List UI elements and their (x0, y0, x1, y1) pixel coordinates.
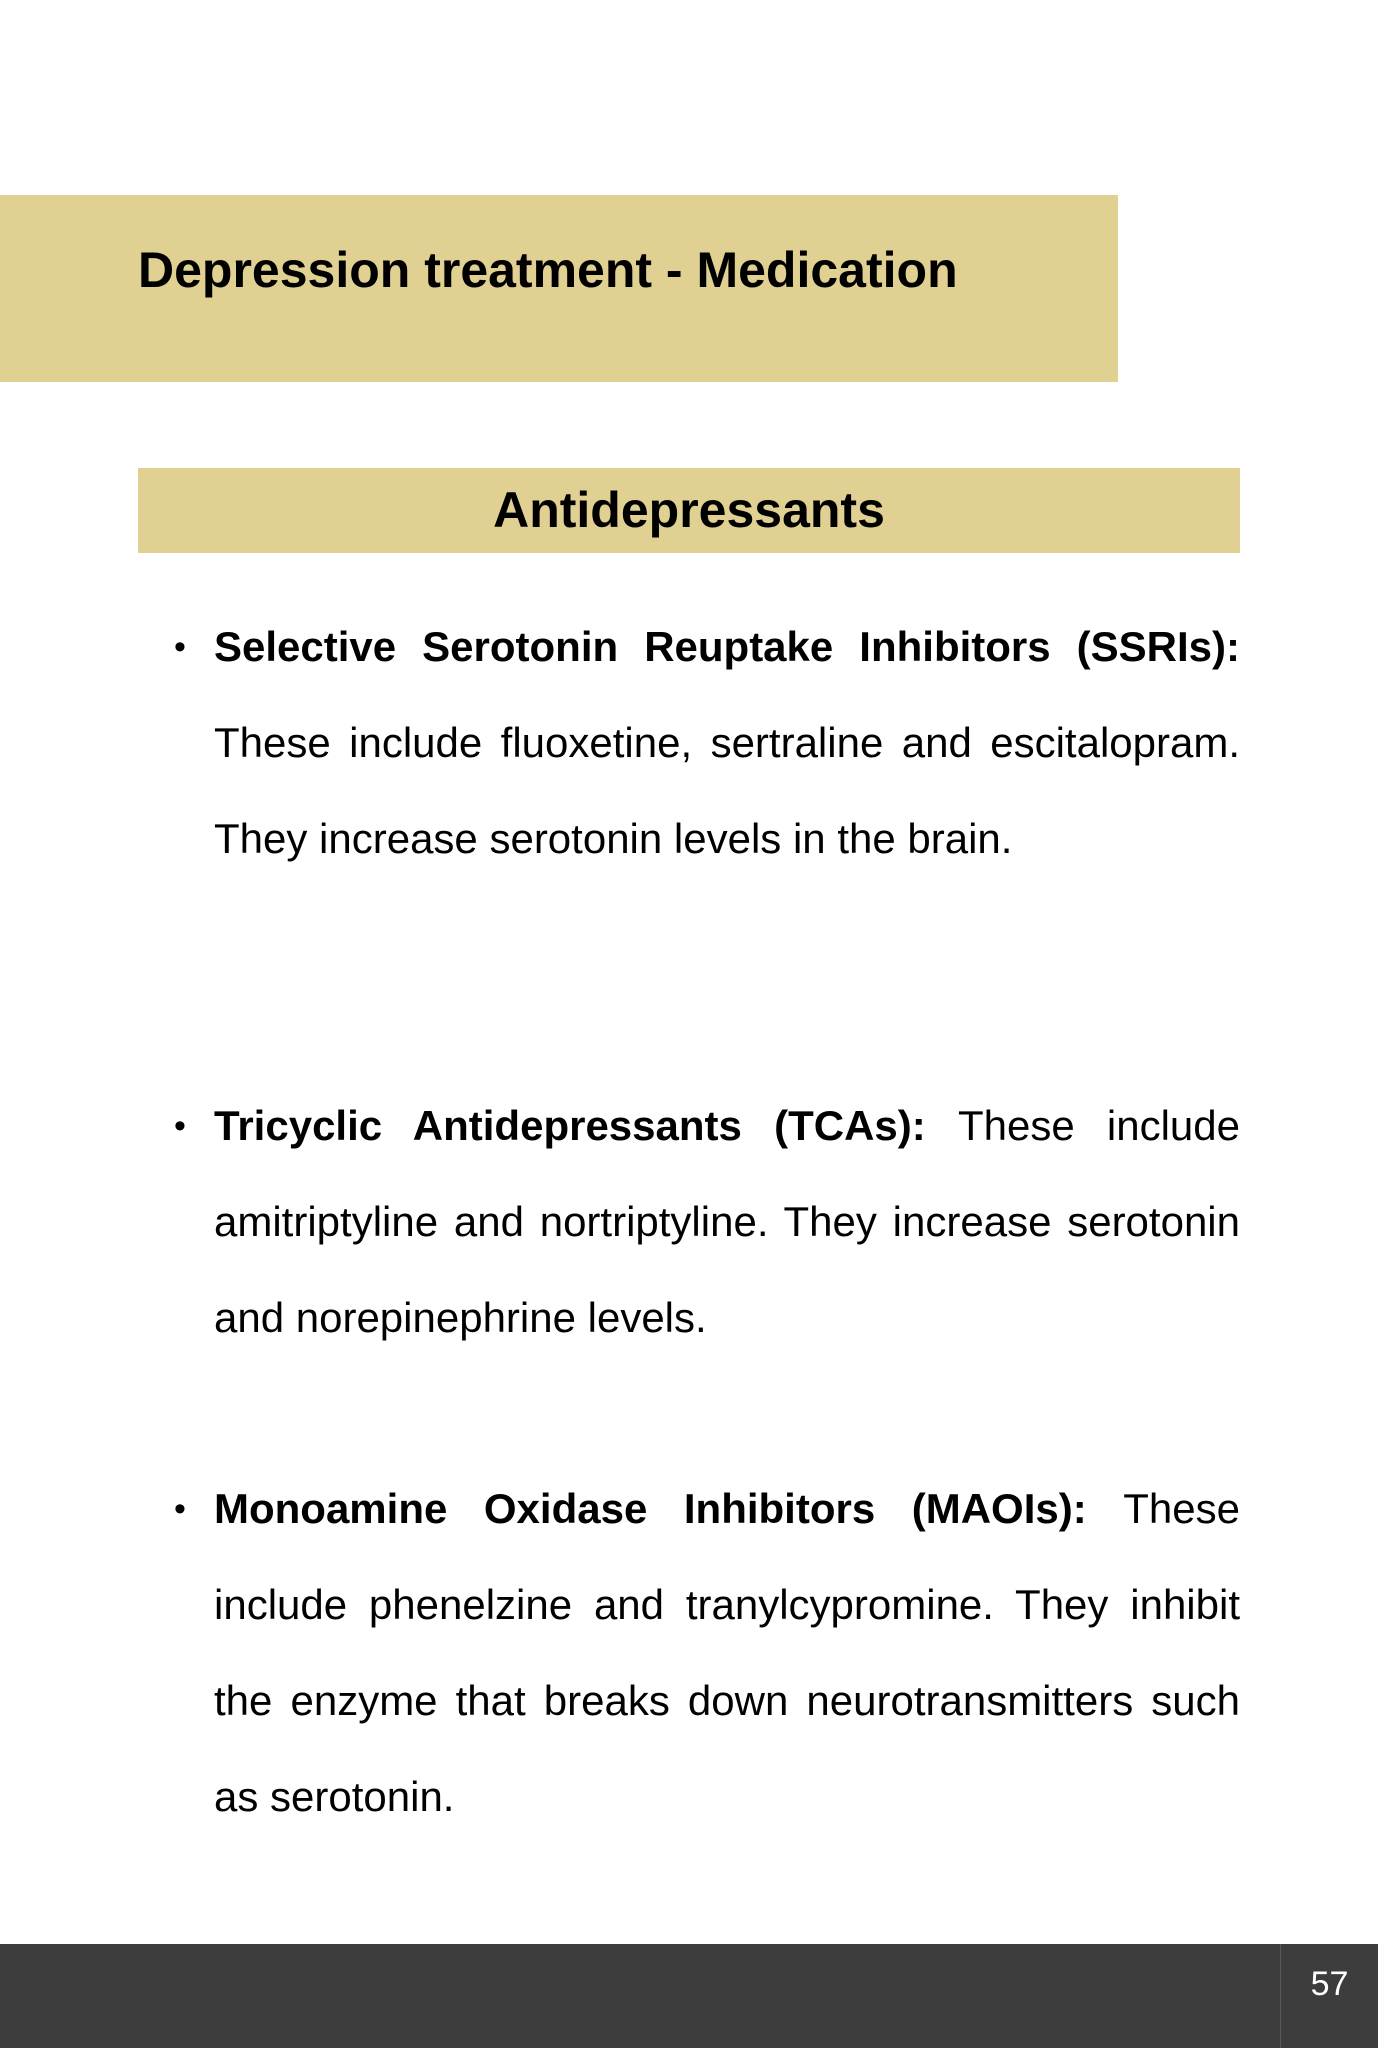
bullet-term: Monoamine Oxidase Inhibitors (MAOIs): (214, 1485, 1124, 1532)
section-heading: Antidepressants (138, 468, 1240, 553)
bullet-description: These include phenelzine and tranylcypromine. They inhibit the enzyme that breaks down neurotransmitters such as serotonin. (214, 1485, 1240, 1820)
bullet-item-maoi (174, 1461, 1240, 1845)
page-number: 57 (1280, 1944, 1378, 2048)
bullet-term: Tricyclic Antidepressants (TCAs): (214, 1102, 958, 1149)
bullet-dot-icon: • (174, 628, 186, 666)
bullet-dot-icon: • (174, 1490, 186, 1528)
bullet-description: These include amitriptyline and nortriptyline. They increase serotonin and norepinephrine levels. (214, 1102, 1240, 1341)
title-banner (0, 195, 1118, 382)
bullet-term: Selective Serotonin Reuptake Inhibitors (SSRIs): (214, 623, 1240, 670)
bullet-dot-icon: • (174, 1107, 186, 1145)
page-title: Depression treatment - Medication (138, 242, 958, 298)
bullet-item-tca (174, 1078, 1240, 1366)
bullet-description: These include fluoxetine, sertraline and escitalopram. They increase serotonin levels in the brain. (214, 719, 1240, 862)
bullet-item-ssri (174, 599, 1240, 887)
footer-bar (0, 1944, 1378, 2048)
